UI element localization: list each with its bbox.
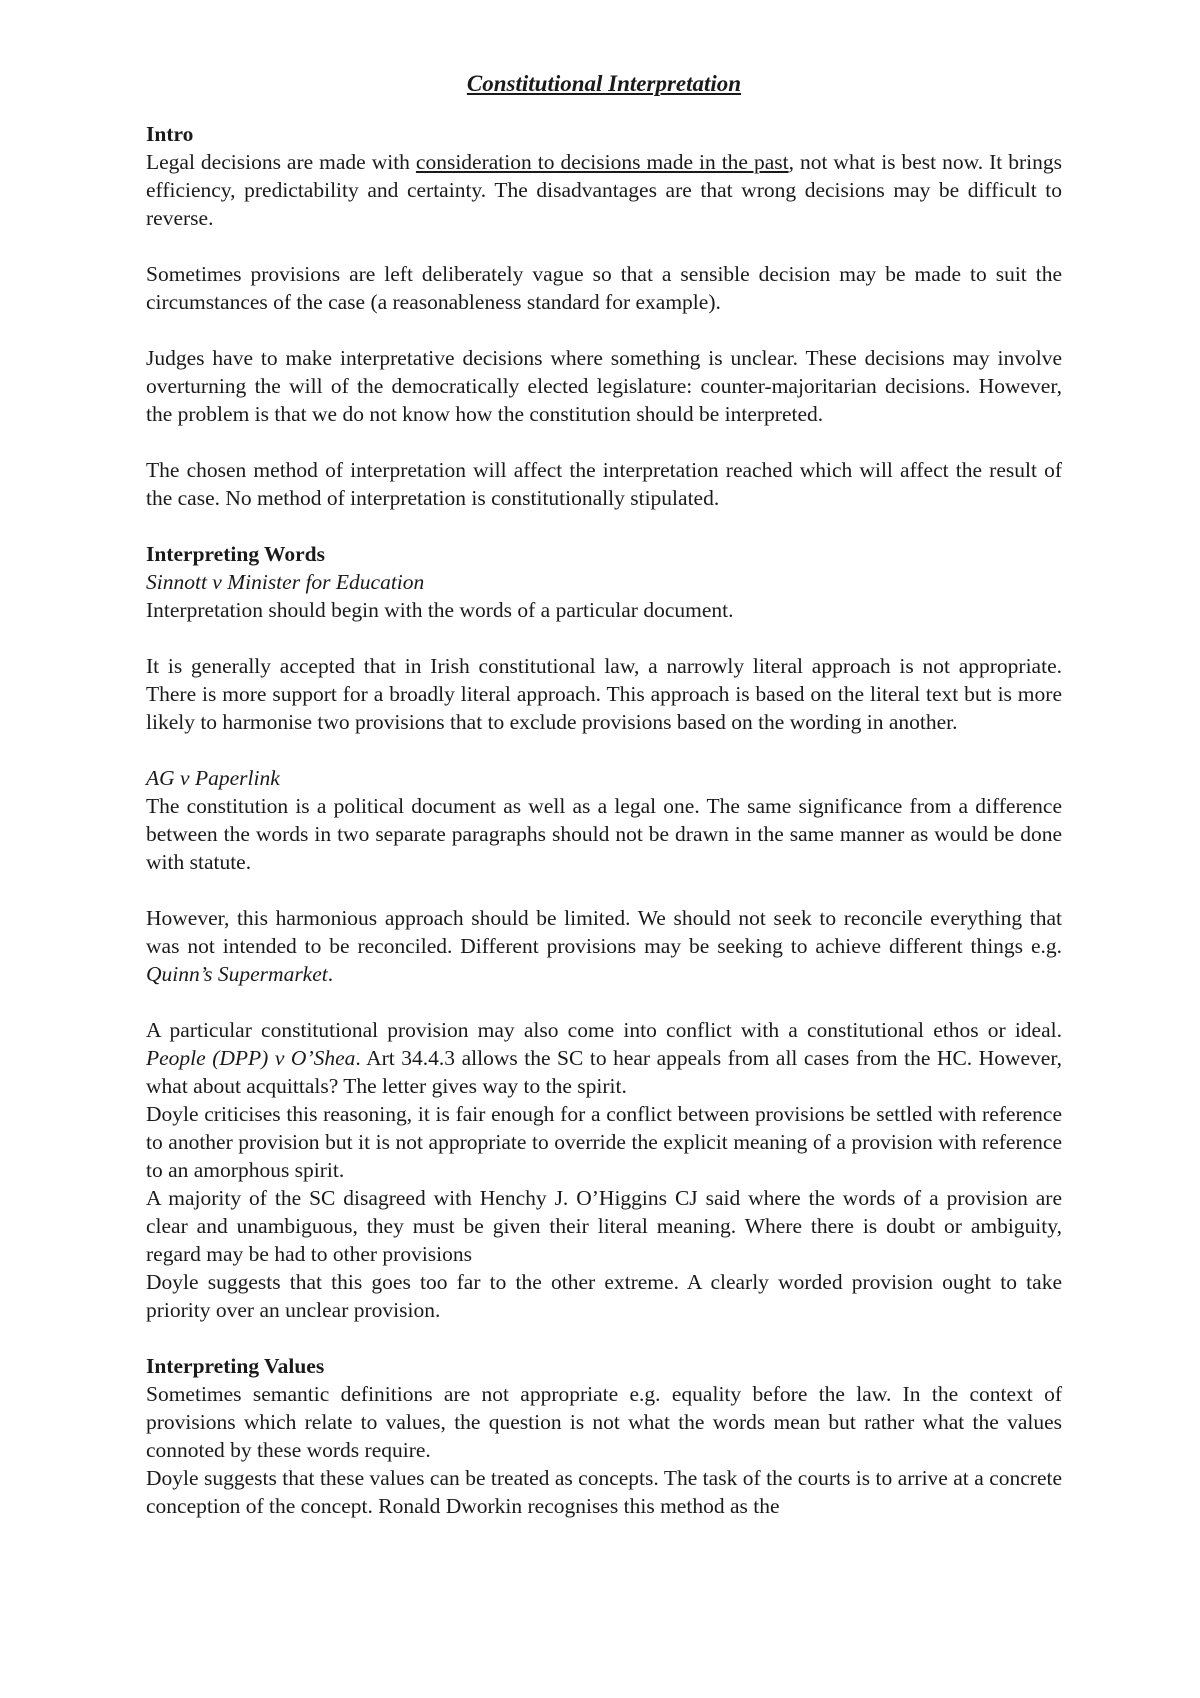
words-p4-end: . [327,962,334,986]
intro-p1-end: , not what is best now. It brings efficiency, predictability and certainty. The disadvantages are that wrong decisions may be difficult to reverse. [146,150,1062,230]
words-paragraph-7: A majority of the SC disagreed with Henchy J. O’Higgins CJ said where the words of a provision are clear and unambiguous, they must be given their literal meaning. Where there is doubt or ambiguity, regard may be had to other provisions [146,1186,1062,1266]
case-people-dpp-oshea: People (DPP) v O’Shea [146,1046,356,1070]
words-paragraph-1: Interpretation should begin with the words of a particular document. [146,598,734,622]
heading-interpreting-values: Interpreting Values [146,1354,325,1378]
words-p5-end: . Art 34.4.3 allows the SC to hear appeals from all cases from the HC. However, what about acquittals? The letter gives way to the spirit. [146,1046,1062,1098]
heading-interpreting-words: Interpreting Words [146,542,325,566]
heading-intro: Intro [146,122,194,146]
words-paragraph-2: It is generally accepted that in Irish constitutional law, a narrowly literal approach is not appropriate. There is more support for a broadly literal approach. This approach is based on the literal text but is more likely to harmonise two provisions that to exclude provisions based on the wording in another. [146,654,1062,734]
words-p4-start: However, this harmonious approach should be limited. We should not seek to reconcile everything that was not intended to be reconciled. Different provisions may be seeking to achieve different things e.g. [146,906,1062,958]
words-p5-start: A particular constitutional provision may also come into conflict with a constitutional ethos or ideal. [146,1018,1062,1042]
values-paragraph-2: Doyle suggests that these values can be treated as concepts. The task of the courts is to arrive at a concrete conception of the concept. Ronald Dworkin recognises this method as the [146,1466,1062,1518]
words-paragraph-8: Doyle suggests that this goes too far to the other extreme. A clearly worded provision ought to take priority over an unclear provision. [146,1270,1062,1322]
values-paragraph-1: Sometimes semantic definitions are not appropriate e.g. equality before the law. In the context of provisions which relate to values, the question is not what the words mean but rather what the values connoted by these words require. [146,1382,1062,1462]
document-title: Constitutional Interpretation [466,71,742,96]
intro-paragraph-3: Judges have to make interpretative decisions where something is unclear. These decisions may involve overturning the will of the democratically elected legislature: counter-majoritarian decisions. However, the problem is that we do not know how the constitution should be interpreted. [146,346,1062,426]
case-quinns-supermarket: Quinn’s Supermarket [146,962,328,986]
intro-paragraph-2: Sometimes provisions are left deliberately vague so that a sensible decision may be made to suit the circumstances of the case (a reasonableness standard for example). [146,262,1062,314]
case-paperlink: AG v Paperlink [146,766,280,790]
words-paragraph-6: Doyle criticises this reasoning, it is fair enough for a conflict between provisions be settled with reference to another provision but it is not appropriate to override the explicit meaning of a provision with reference to an amorphous spirit. [146,1102,1062,1182]
words-paragraph-5 [146,1016,1062,1100]
intro-p1-underlined: consideration to decisions made in the past [415,150,789,174]
intro-paragraph-4: The chosen method of interpretation will affect the interpretation reached which will affect the result of the case. No method of interpretation is constitutionally stipulated. [146,458,1062,510]
case-sinnott: Sinnott v Minister for Education [146,570,425,594]
intro-paragraph-1 [146,148,1062,232]
intro-p1-start: Legal decisions are made with [146,150,416,174]
document-page [146,70,1062,1520]
words-paragraph-3: The constitution is a political document as well as a legal one. The same significance from a difference between the words in two separate paragraphs should not be drawn in the same manner as would be done with statute. [146,794,1062,874]
words-paragraph-4 [146,904,1062,988]
